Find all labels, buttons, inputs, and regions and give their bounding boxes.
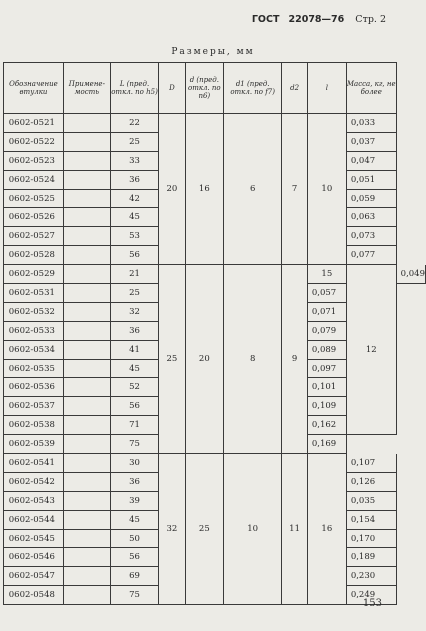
- length-cell: 33: [110, 151, 158, 170]
- designation-cell: 0602-0533: [4, 321, 64, 340]
- length-cell: 30: [110, 454, 158, 473]
- application-cell: [63, 397, 110, 416]
- col-L: L (пред. откл. по h5): [110, 63, 158, 114]
- standard-number: 22078—76: [288, 14, 345, 25]
- application-cell: [63, 586, 110, 605]
- application-cell: [63, 265, 110, 284]
- table-body: [4, 114, 426, 605]
- table-row: [4, 265, 426, 284]
- length-cell: 45: [110, 208, 158, 227]
- application-cell: [63, 435, 110, 454]
- designation-cell: 0602-0522: [4, 132, 64, 151]
- group-D-cell: 32: [159, 454, 185, 605]
- standard-label: ГОСТ: [251, 14, 280, 25]
- application-cell: [63, 548, 110, 567]
- mass-cell: 0,097: [307, 359, 346, 378]
- designation-cell: 0602-0532: [4, 302, 64, 321]
- designation-cell: 0602-0539: [4, 435, 64, 454]
- application-cell: [63, 416, 110, 435]
- length-cell: 21: [110, 265, 158, 284]
- page-header: [252, 14, 386, 25]
- group-d1-cell: 8: [224, 265, 282, 454]
- length-cell: 56: [110, 397, 158, 416]
- application-cell: [63, 454, 110, 473]
- length-cell: 42: [110, 189, 158, 208]
- mass-cell: 0,071: [307, 302, 346, 321]
- group-d2-cell: 11: [282, 454, 308, 605]
- designation-cell: 0602-0527: [4, 227, 64, 246]
- designation-cell: 0602-0535: [4, 359, 64, 378]
- length-cell: 32: [110, 302, 158, 321]
- table-header-row: [4, 63, 426, 114]
- mass-cell: 0,109: [307, 397, 346, 416]
- designation-cell: 0602-0536: [4, 378, 64, 397]
- group-l-cell: 12: [346, 265, 396, 435]
- application-cell: [63, 359, 110, 378]
- group-D-cell: 25: [159, 265, 185, 454]
- application-cell: [63, 567, 110, 586]
- length-cell: 41: [110, 340, 158, 359]
- application-cell: [63, 321, 110, 340]
- mass-cell: 0,169: [307, 435, 346, 454]
- designation-cell: 0602-0524: [4, 170, 64, 189]
- mass-cell: 0,077: [346, 246, 396, 265]
- length-cell: 53: [110, 227, 158, 246]
- length-cell: 25: [110, 284, 158, 303]
- dimensions-table: [3, 62, 426, 605]
- application-cell: [63, 510, 110, 529]
- length-cell: 56: [110, 548, 158, 567]
- designation-cell: 0602-0546: [4, 548, 64, 567]
- table-caption: Размеры, мм: [171, 47, 255, 57]
- mass-cell: 0,249: [346, 586, 396, 605]
- designation-cell: 0602-0538: [4, 416, 64, 435]
- application-cell: [63, 246, 110, 265]
- group-d2-cell: 9: [282, 265, 308, 454]
- length-cell: 75: [110, 586, 158, 605]
- length-cell: 22: [110, 114, 158, 133]
- mass-cell: 0,047: [346, 151, 396, 170]
- page-label: Стр. 2: [355, 14, 386, 25]
- length-cell: 69: [110, 567, 158, 586]
- group-l-cell: 10: [307, 114, 346, 265]
- group-d1-cell: 6: [224, 114, 282, 265]
- application-cell: [63, 378, 110, 397]
- designation-cell: 0602-0525: [4, 189, 64, 208]
- group-l-cell: 16: [307, 454, 346, 605]
- mass-cell: 0,063: [346, 208, 396, 227]
- application-cell: [63, 114, 110, 133]
- length-cell: 45: [110, 510, 158, 529]
- table-row: [4, 114, 426, 133]
- mass-cell: 0,170: [346, 529, 396, 548]
- application-cell: [63, 472, 110, 491]
- application-cell: [63, 132, 110, 151]
- application-cell: [63, 491, 110, 510]
- mass-cell: 0,073: [346, 227, 396, 246]
- application-cell: [63, 302, 110, 321]
- col-mass: Масса, кг, не более: [346, 63, 396, 114]
- length-cell: 36: [110, 170, 158, 189]
- designation-cell: 0602-0521: [4, 114, 64, 133]
- application-cell: [63, 529, 110, 548]
- length-cell: 50: [110, 529, 158, 548]
- group-d-cell: 25: [185, 454, 223, 605]
- group-d-cell: 20: [185, 265, 223, 454]
- mass-cell: 0,154: [346, 510, 396, 529]
- mass-cell: 0,033: [346, 114, 396, 133]
- mass-cell: 0,162: [307, 416, 346, 435]
- col-d: d (пред. откл. по n6): [185, 63, 223, 114]
- mass-cell: 0,051: [346, 170, 396, 189]
- mass-cell: 0,079: [307, 321, 346, 340]
- length-cell: 71: [110, 416, 158, 435]
- length-cell: 25: [110, 132, 158, 151]
- designation-cell: 0602-0544: [4, 510, 64, 529]
- length-cell: 39: [110, 491, 158, 510]
- mass-cell: 0,126: [346, 472, 396, 491]
- col-designation: Обозначение втулки: [4, 63, 64, 114]
- mass-cell: 0,037: [346, 132, 396, 151]
- designation-cell: 0602-0526: [4, 208, 64, 227]
- mass-cell: 0,089: [307, 340, 346, 359]
- application-cell: [63, 189, 110, 208]
- mass-cell: 0,035: [346, 491, 396, 510]
- page-number: 153: [362, 598, 382, 609]
- application-cell: [63, 340, 110, 359]
- length-cell: 56: [110, 246, 158, 265]
- mass-cell: 0,189: [346, 548, 396, 567]
- col-application: Примене-мость: [63, 63, 110, 114]
- designation-cell: 0602-0542: [4, 472, 64, 491]
- table-row: [4, 454, 426, 473]
- col-d2: d2: [282, 63, 308, 114]
- group-D-cell: 20: [159, 114, 185, 265]
- application-cell: [63, 151, 110, 170]
- length-cell: 36: [110, 472, 158, 491]
- length-cell: 36: [110, 321, 158, 340]
- mass-cell: 0,057: [307, 284, 346, 303]
- designation-cell: 0602-0528: [4, 246, 64, 265]
- mass-cell: 0,101: [307, 378, 346, 397]
- group-d2-cell: 7: [282, 114, 308, 265]
- designation-cell: 0602-0529: [4, 265, 64, 284]
- designation-cell: 0602-0543: [4, 491, 64, 510]
- length-cell: 45: [110, 359, 158, 378]
- mass-cell: 0,107: [346, 454, 396, 473]
- mass-cell: 0,059: [346, 189, 396, 208]
- designation-cell: 0602-0537: [4, 397, 64, 416]
- length-cell: 75: [110, 435, 158, 454]
- mass-cell: 0,049: [396, 265, 425, 284]
- group-d-cell: 16: [185, 114, 223, 265]
- application-cell: [63, 227, 110, 246]
- designation-cell: 0602-0547: [4, 567, 64, 586]
- designation-cell: 0602-0541: [4, 454, 64, 473]
- designation-cell: 0602-0548: [4, 586, 64, 605]
- group-d1-cell: 10: [224, 454, 282, 605]
- group-l-first-cell: 15: [307, 265, 346, 284]
- col-d1: d1 (пред. откл. по f7): [224, 63, 282, 114]
- mass-cell: 0,230: [346, 567, 396, 586]
- designation-cell: 0602-0531: [4, 284, 64, 303]
- col-D: D: [159, 63, 185, 114]
- length-cell: 52: [110, 378, 158, 397]
- designation-cell: 0602-0534: [4, 340, 64, 359]
- designation-cell: 0602-0545: [4, 529, 64, 548]
- application-cell: [63, 170, 110, 189]
- col-l: l: [307, 63, 346, 114]
- application-cell: [63, 208, 110, 227]
- designation-cell: 0602-0523: [4, 151, 64, 170]
- application-cell: [63, 284, 110, 303]
